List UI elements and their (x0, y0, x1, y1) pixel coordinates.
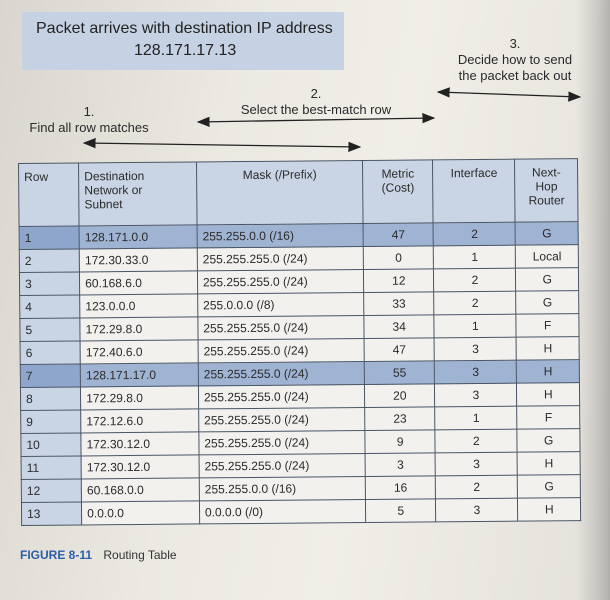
packet-ip-address: 128.171.17.13 (134, 42, 237, 59)
cell-mask: 255.255.255.0 (/24) (198, 361, 365, 385)
figure-number: FIGURE 8-11 (20, 548, 93, 562)
cell-metric: 23 (365, 407, 435, 431)
cell-next-hop: F (516, 314, 579, 338)
cell-row: 4 (20, 295, 80, 319)
cell-interface: 3 (435, 452, 517, 476)
cell-next-hop: H (517, 360, 580, 384)
cell-row: 6 (20, 341, 80, 365)
cell-interface: 2 (433, 222, 515, 246)
table-header-row (19, 159, 579, 227)
cell-row: 13 (21, 502, 81, 526)
cell-interface: 2 (436, 475, 518, 499)
cell-mask: 255.255.255.0 (/24) (199, 430, 366, 454)
header-next-hop-line1: Next- (531, 165, 561, 180)
cell-next-hop: H (518, 498, 581, 522)
cell-mask: 255.255.255.0 (/24) (197, 246, 364, 270)
cell-destination: 172.12.6.0 (81, 409, 199, 433)
cell-next-hop: G (518, 475, 581, 499)
cell-mask: 0.0.0.0 (/0) (199, 499, 366, 523)
cell-next-hop: H (517, 383, 580, 407)
cell-next-hop: F (517, 406, 580, 430)
cell-destination: 172.40.6.0 (80, 340, 198, 364)
cell-interface: 3 (434, 337, 516, 361)
header-row: Row (19, 163, 80, 227)
header-destination-line2: Network or (84, 182, 143, 198)
header-metric-line2: (Cost) (381, 180, 415, 195)
figure-caption (20, 548, 177, 562)
header-mask: Mask (/Prefix) (196, 160, 363, 224)
cell-mask: 255.0.0.0 (/8) (198, 292, 365, 316)
cell-mask: 255.255.255.0 (/24) (198, 315, 365, 339)
step-3-text-line2: the packet back out (458, 68, 572, 83)
step-2-arrow (198, 118, 434, 122)
cell-metric: 20 (365, 384, 435, 408)
cell-next-hop: G (516, 291, 579, 315)
cell-row: 11 (21, 456, 81, 480)
table-row (21, 498, 580, 526)
cell-metric: 47 (363, 223, 433, 247)
cell-row: 1 (19, 226, 79, 250)
cell-destination: 172.30.12.0 (81, 432, 199, 456)
cell-next-hop: Local (516, 245, 579, 269)
cell-row: 3 (19, 272, 79, 296)
step-3-text-line1: Decide how to send (457, 52, 573, 67)
cell-metric: 55 (364, 361, 434, 385)
header-next-hop (515, 159, 578, 223)
step-3-number: 3. (509, 36, 521, 51)
cell-row: 12 (21, 479, 81, 503)
cell-row: 8 (20, 387, 80, 411)
header-interface: Interface (433, 159, 516, 223)
cell-next-hop: G (516, 268, 579, 292)
cell-mask: 255.255.255.0 (/24) (199, 453, 366, 477)
step-1-number: 1. (83, 104, 95, 119)
routing-table (18, 158, 581, 526)
cell-interface: 2 (434, 291, 516, 315)
cell-mask: 255.255.0.0 (/16) (199, 476, 366, 500)
cell-next-hop: H (518, 452, 581, 476)
cell-destination: 128.171.17.0 (80, 363, 198, 387)
cell-mask: 255.255.255.0 (/24) (197, 269, 364, 293)
header-destination-line3: Subnet (84, 197, 123, 212)
cell-metric: 12 (364, 269, 434, 293)
cell-destination: 0.0.0.0 (82, 501, 200, 525)
cell-metric: 9 (365, 430, 435, 454)
cell-metric: 47 (364, 338, 434, 362)
cell-metric: 16 (365, 476, 435, 500)
cell-mask: 255.255.0.0 (/16) (197, 223, 364, 247)
cell-next-hop: G (516, 222, 579, 246)
cell-interface: 2 (434, 268, 516, 292)
step-2-text: Select the best-match row (240, 102, 392, 117)
cell-destination: 172.30.33.0 (79, 248, 197, 272)
cell-metric: 34 (364, 315, 434, 339)
step-3-arrow (438, 92, 580, 97)
cell-row: 2 (19, 249, 79, 273)
cell-metric: 33 (364, 292, 434, 316)
cell-destination: 128.171.0.0 (79, 225, 197, 249)
cell-interface: 3 (435, 360, 517, 384)
cell-row: 10 (21, 433, 81, 457)
step-2-number: 2. (310, 86, 322, 101)
cell-interface: 1 (434, 314, 516, 338)
header-next-hop-line2: Hop (535, 179, 558, 194)
header-destination-line1: Destination (84, 168, 145, 184)
cell-destination: 172.29.8.0 (80, 317, 198, 341)
figure-title: Routing Table (103, 548, 177, 562)
cell-metric: 5 (366, 499, 436, 523)
cell-interface: 2 (435, 429, 517, 453)
cell-interface: 1 (435, 406, 517, 430)
cell-mask: 255.255.255.0 (/24) (199, 407, 366, 431)
cell-destination: 172.30.12.0 (81, 455, 199, 479)
header-next-hop-line3: Router (528, 193, 565, 208)
cell-interface: 3 (435, 383, 517, 407)
cell-next-hop: G (517, 429, 580, 453)
cell-row: 9 (21, 410, 81, 434)
step-1-text: Find all row matches (29, 120, 149, 135)
step-1-arrow (84, 143, 360, 147)
cell-row: 7 (20, 364, 80, 388)
header-metric-line1: Metric (381, 166, 415, 181)
cell-row: 5 (20, 318, 80, 342)
cell-mask: 255.255.255.0 (/24) (198, 384, 365, 408)
table-body (19, 222, 581, 526)
cell-interface: 1 (434, 245, 516, 269)
packet-title: Packet arrives with destination IP address (36, 20, 333, 37)
cell-destination: 123.0.0.0 (80, 294, 198, 318)
cell-metric: 3 (365, 453, 435, 477)
cell-destination: 60.168.0.0 (81, 478, 199, 502)
cell-destination: 60.168.6.0 (80, 271, 198, 295)
cell-destination: 172.29.8.0 (81, 386, 199, 410)
header-metric (363, 160, 434, 224)
cell-mask: 255.255.255.0 (/24) (198, 338, 365, 362)
cell-interface: 3 (436, 498, 518, 522)
cell-metric: 0 (363, 246, 433, 270)
header-destination (79, 162, 197, 226)
cell-next-hop: H (517, 337, 580, 361)
